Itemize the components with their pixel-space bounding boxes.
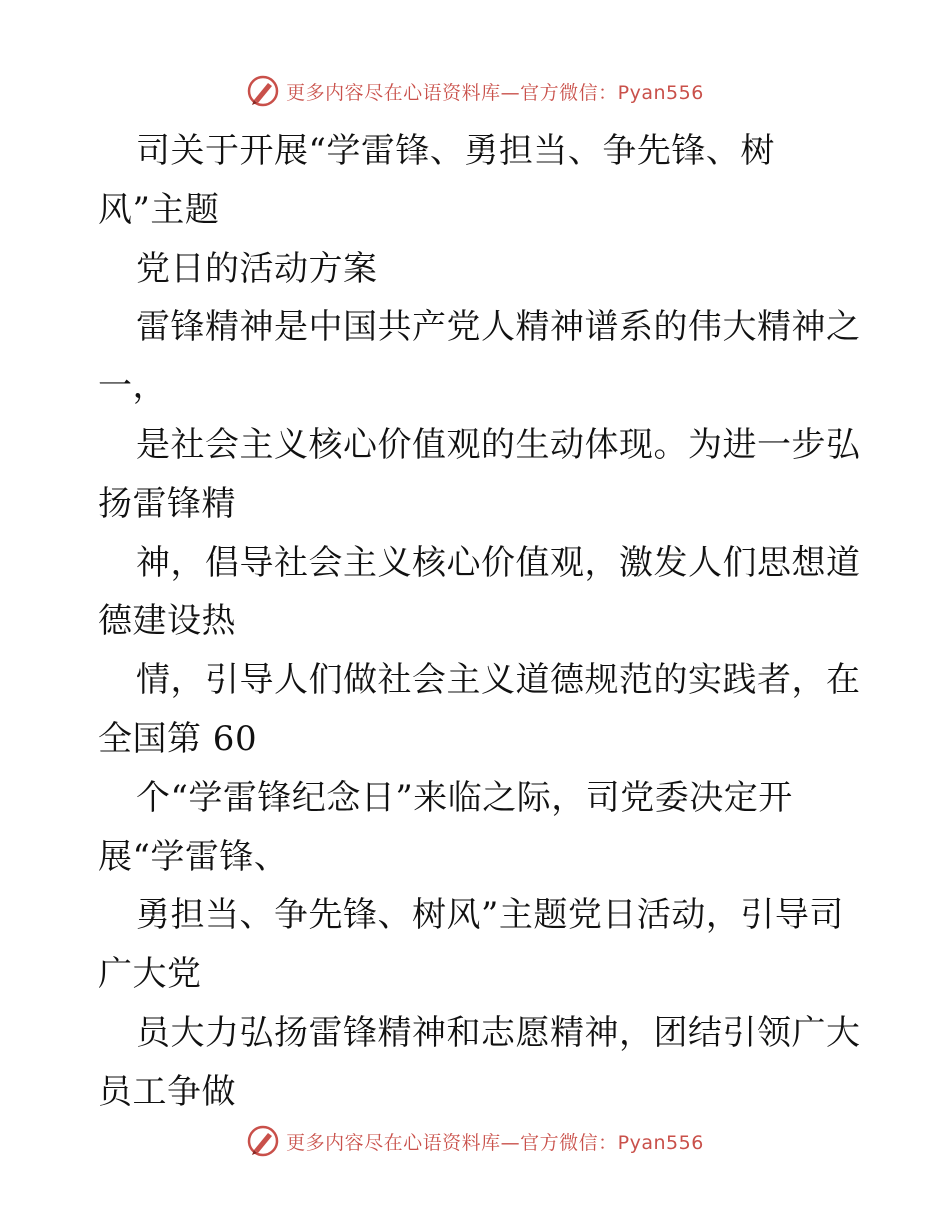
text-line: 展“学雷锋、 bbox=[98, 836, 289, 877]
footer-watermark bbox=[0, 1121, 950, 1161]
document-body bbox=[98, 122, 861, 1122]
text-line: 一， bbox=[98, 366, 167, 407]
text-line: 雷锋精神是中国共产党人精神谱系的伟大精神之 bbox=[136, 307, 861, 348]
text-line: 党日的活动方案 bbox=[136, 248, 378, 289]
pen-in-circle-icon bbox=[246, 74, 280, 108]
watermark-text: 更多内容尽在心语资料库—官方微信：Pyan556 bbox=[286, 81, 704, 104]
text-line: 员大力弘扬雷锋精神和志愿精神，团结引领广大 bbox=[136, 1012, 861, 1053]
text-line: 个“学雷锋纪念日”来临之际，司党委决定开 bbox=[136, 777, 793, 818]
text-line: 情，引导人们做社会主义道德规范的实践者，在 bbox=[136, 660, 861, 701]
header-watermark bbox=[0, 71, 950, 111]
text-line: 扬雷锋精 bbox=[98, 483, 236, 524]
text-line: 广大党 bbox=[98, 954, 202, 995]
text-line: 员工争做 bbox=[98, 1071, 236, 1112]
text-line: 是社会主义核心价值观的生动体现。为进一步弘 bbox=[136, 424, 861, 465]
text-line: 全国第 60 bbox=[98, 718, 258, 759]
watermark-text: 更多内容尽在心语资料库—官方微信：Pyan556 bbox=[286, 1131, 704, 1154]
text-line: 德建设热 bbox=[98, 601, 236, 642]
text-line: 风”主题 bbox=[98, 189, 220, 230]
text-line: 神，倡导社会主义核心价值观，激发人们思想道 bbox=[136, 542, 861, 583]
text-line: 司关于开展“学雷锋、勇担当、争先锋、树 bbox=[136, 131, 775, 171]
pen-in-circle-icon bbox=[246, 1124, 280, 1158]
text-line: 勇担当、争先锋、树风”主题党日活动，引导司 bbox=[136, 895, 844, 936]
